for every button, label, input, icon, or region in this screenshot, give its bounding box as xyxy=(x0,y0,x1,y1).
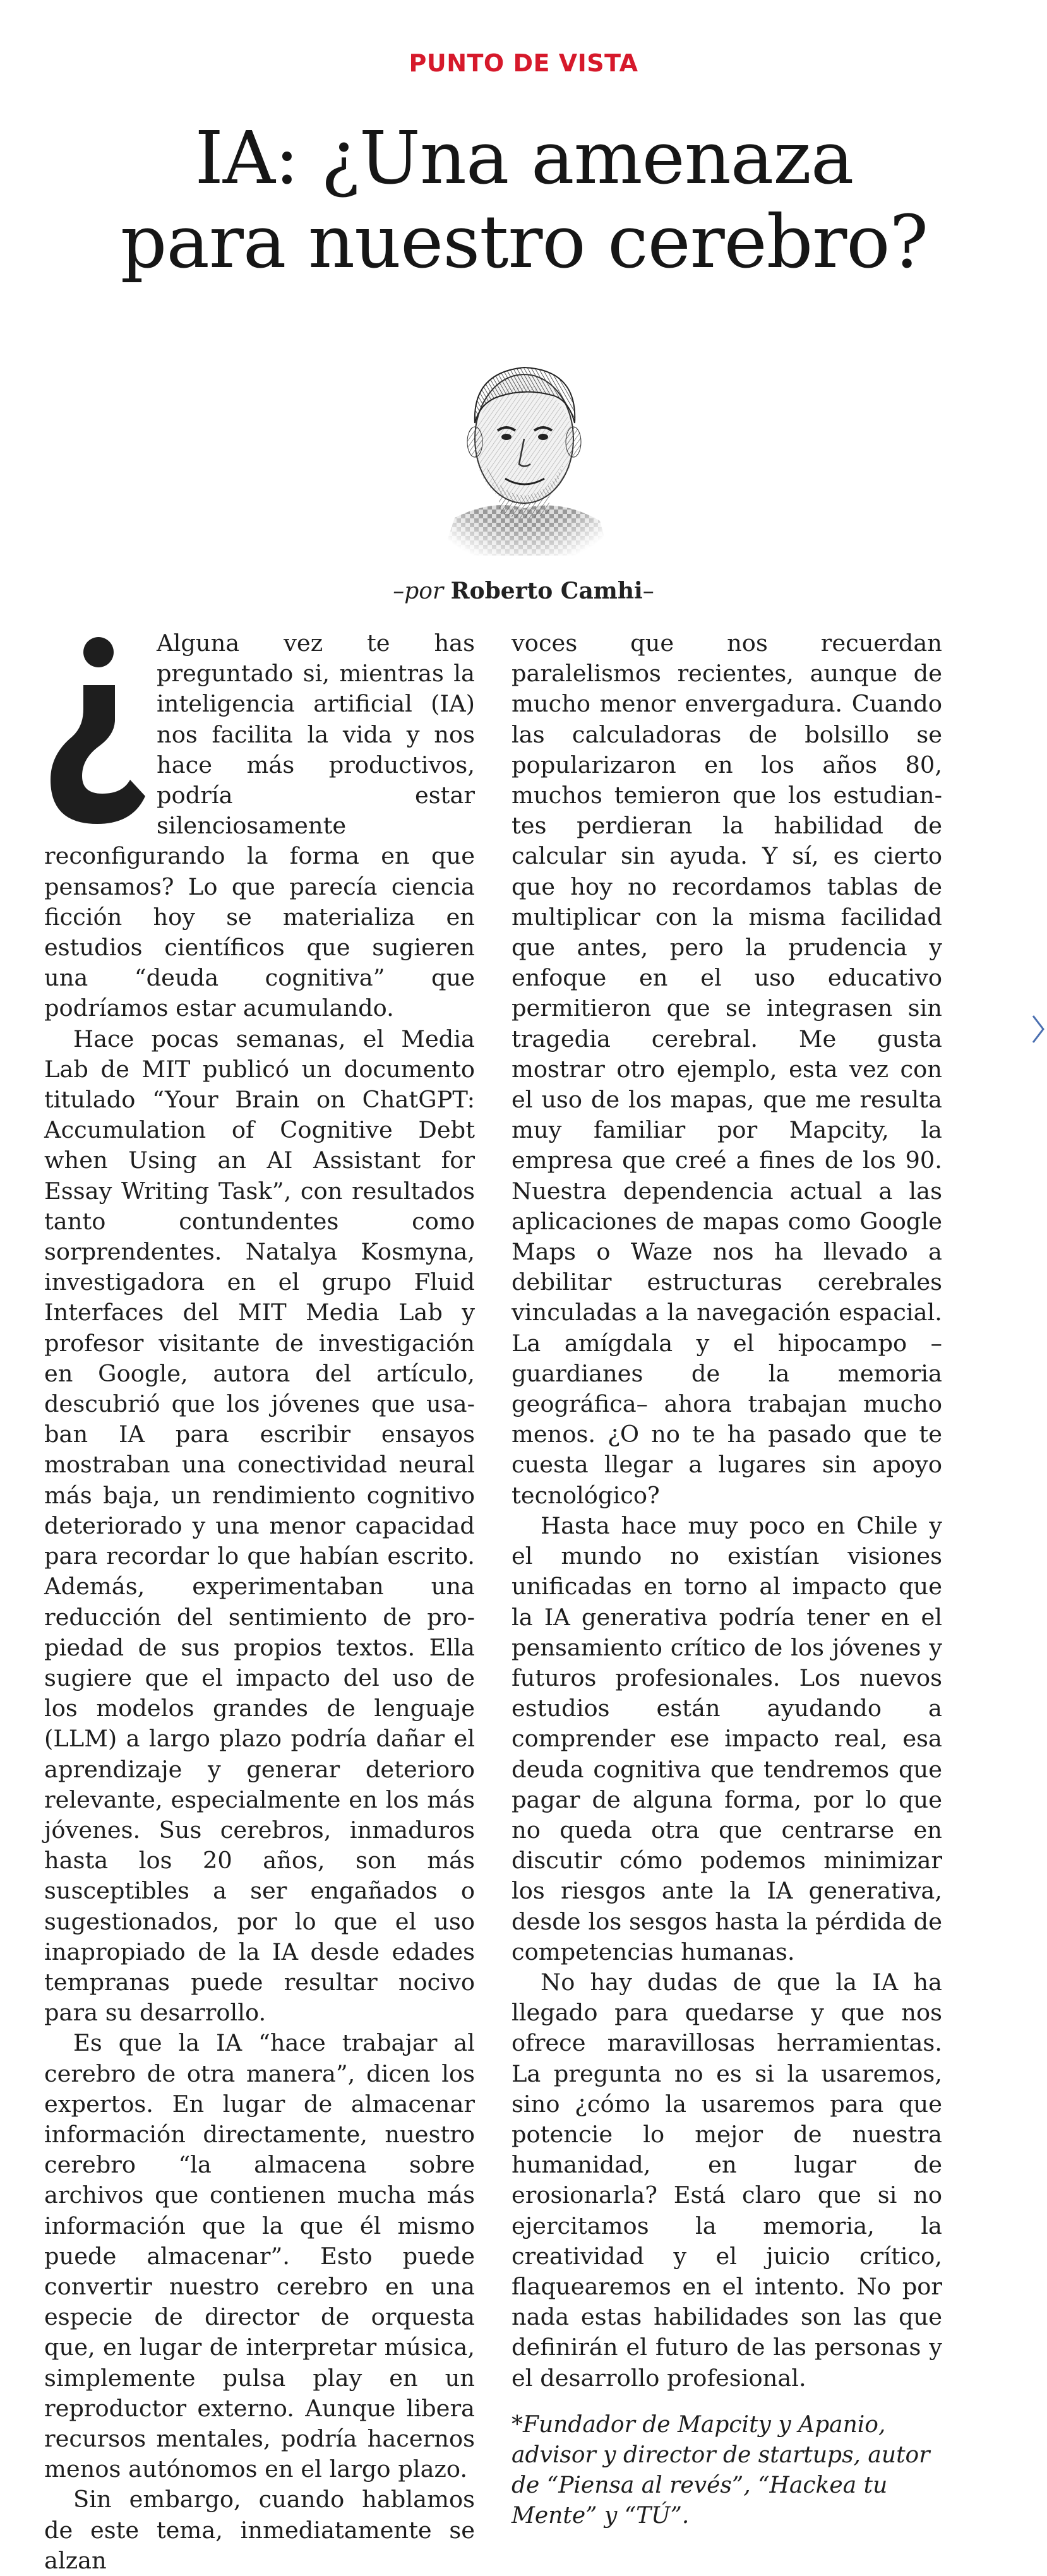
headline xyxy=(38,117,1010,285)
author-note: *Fundador de Mapcity y Apanio, advisor y director de startups, autor de “Piensa al revés”, “Hackea tu Mente” y “TÚ”. xyxy=(512,2411,930,2529)
author-portrait-image xyxy=(417,328,631,556)
article-paragraph-4-start: Sin embargo, cuando hablamos de este tema, inmediatamente se alzan xyxy=(44,2486,475,2574)
article-paragraph-6: No hay dudas de que la IA ha llegado para quedarse y que nos ofrece maravillosas herramientas. La pregunta no es si la usaremos, sino ¿cómo la usaremos para que potencie lo mejor de nuestra humanidad, en lugar de erosionarla? Está claro que si no ejercitamos la memoria, la creatividad y el juicio crítico, flaquearemos en el intento. No por nada estas habilidades son las que definirán el futuro de las personas y el desarrollo profesional. xyxy=(512,1968,942,2392)
headline-line-2: para nuestro cerebro? xyxy=(120,200,928,285)
section-label: PUNTO DE VISTA xyxy=(409,49,638,77)
headline-line-1: IA: ¿Una amenaza xyxy=(194,116,854,201)
article-column-right xyxy=(512,628,942,2531)
article-paragraph-5: Hasta hace muy poco en Chile y el mundo no existían visiones unificadas en torno al impacto que la IA generativa podría tener en el pensamiento crítico de los jóvenes y futuros profesionales. Los nuevos estudios están ayudando a comprender ese impacto real, esa deuda cognitiva que tendremos que pagar de alguna forma, por lo que no queda otra que centrarse en discutir cómo podemos minimizar los riesgos ante la IA generativa, desde los sesgos hasta la pérdida de competencias humanas. xyxy=(512,1512,942,1965)
byline xyxy=(0,578,1047,604)
author-portrait xyxy=(417,328,631,556)
article-column-left xyxy=(44,628,475,2576)
article-paragraph-3: Es que la IA “hace trabajar al cerebro de otra manera”, dicen los expertos. En lugar de almacenar información directamente, nuestro cerebro “la almacena sobre archivos que contienen mucha más información que la que él mismo puede almacenar”. Esto puede convertir nuestro cerebro en una especie de director de orquesta que, en lugar de interpretar música, simplemente pulsa play en un reproductor externo. Aunque libera recursos mentales, podría hacernos menos autónomos en el largo plazo. xyxy=(44,2029,475,2483)
chevron-right-icon[interactable] xyxy=(1031,1013,1046,1045)
article-paragraph-4-continued: voces que nos recuerdan paralelismos recientes, aunque de mucho menor envergadura. Cuando las calculadoras de bolsillo se popularizaron en los años 80, muchos temieron que los estudiantes perdieran la habilidad de calcular sin ayuda. Y sí, es cierto que hoy no recordamos tablas de multiplicar con la misma facilidad que antes, pero la prudencia y enfoque en el uso educativo permitieron que se integrasen sin tragedia cerebral. Me gusta mostrar otro ejemplo, esta vez con el uso de los mapas, que me resulta muy familiar por Mapcity, la empresa que creé a fines de los 90. Nuestra dependencia actual a las aplicaciones de mapas como Google Maps o Waze nos ha llevado a debilitar estructuras cerebrales vinculadas a la navegación espacial. La amígdala y el hipocampo –guardianes de la memoria geográfica– ahora trabajan mucho menos. ¿O no te ha pasado que te cuesta llegar a lugares sin apoyo tecnológico? xyxy=(512,629,942,1509)
byline-suffix: – xyxy=(642,578,654,604)
dropcap-glyph xyxy=(44,635,150,824)
next-page-chevron[interactable] xyxy=(1031,1013,1046,1045)
byline-author: Roberto Camhi xyxy=(450,578,643,604)
byline-prefix: –por xyxy=(393,578,444,604)
article-paragraph-1: Alguna vez te has preguntado si, mientras la inteligencia artificial (IA) nos facilita la vida y nos hace más productivos, podría estar silenciosamente reconfigurando la forma en que pensamos? Lo que parecía ciencia ficción hoy se materializa en estudios científicos que sugieren una “deuda cognitiva” que podríamos estar acumulando. xyxy=(44,629,475,1022)
article-paragraph-2: Hace pocas semanas, el Media Lab de MIT publicó un documento titulado “Your Brain on ChatGPT: Accumulation of Cognitive Debt when Using an AI Assistant for Essay Writing Task”, con resultados tanto contundentes como sorprendentes. Natalya Kosmyna, investigadora en el grupo Fluid Interfaces del MIT Media Lab y profesor visitante de investigación en Google, autora del artículo, descubrió que los jóvenes que usaban IA para escribir ensayos mostraban una conectividad neural más baja, un rendimiento cognitivo deteriorado y una menor capacidad para recordar lo que habían escrito. Además, experimentaban una reducción del sentimiento de propiedad de sus propios textos. Ella sugiere que el impacto del uso de los modelos grandes de lenguaje (LLM) a largo plazo podría dañar el aprendizaje y generar deterioro relevante, especialmente en los más jóvenes. Sus cerebros, inmaduros hasta los 20 años, son más susceptibles a ser engañados o sugestionados, por lo que el uso inapropiado de la IA desde edades tempranas puede resultar nocivo para su desarrollo. xyxy=(44,1025,475,2027)
dropcap-inverted-question-mark xyxy=(44,635,150,824)
